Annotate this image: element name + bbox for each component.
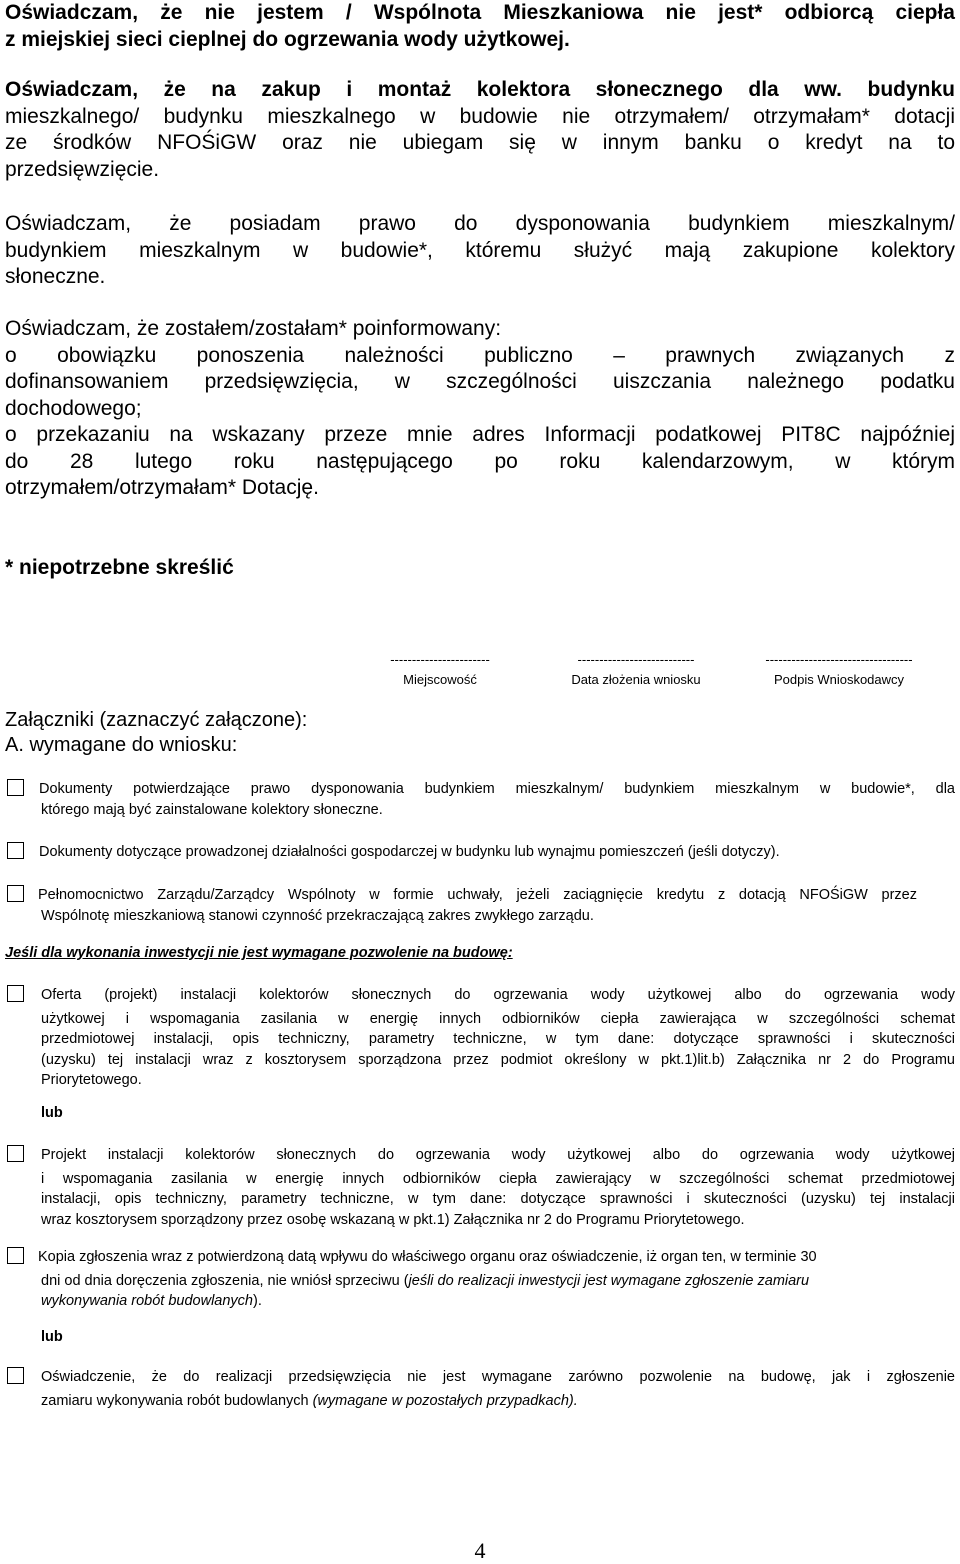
declaration-line: Oświadczam, że na zakup i montaż kolektora słonecznego dla ww. budynku (5, 78, 955, 101)
declaration-line: mieszkalnego/ budynku mieszkalnego w budowie nie otrzymałem/ otrzymałam* dotacji (5, 104, 955, 128)
attachment-text: Wspólnotę mieszkaniową stanowi czynność przekraczającą zakres zwykłego zarządu. (41, 907, 594, 924)
signature-line: --------------------------- (577, 652, 695, 667)
attachment-text: wraz kosztorysem sporządzony przez osobę wskazaną w pkt.1) Załącznika nr 2 do Programu Priorytetowego. (41, 1211, 745, 1228)
or-label: lub (41, 1105, 63, 1121)
attachment-item (7, 1145, 955, 1235)
attachment-item (7, 842, 955, 864)
attachment-checkbox[interactable] (7, 1367, 24, 1384)
signature-label: Podpis Wnioskodawcy (773, 672, 905, 687)
declaration-line: Oświadczam, że nie jestem / Wspólnota Mieszkaniowa nie jest* odbiorcą ciepła (5, 1, 955, 24)
declaration-line: dochodowego; (5, 396, 142, 420)
attachment-text-italic: jeśli do realizacji inwestycji jest wymagane zgłoszenie zamiaru (408, 1272, 810, 1289)
declaration-intro: Oświadczam, że zostałem/zostałam* poinformowany: (5, 317, 502, 340)
footnote: * niepotrzebne skreślić (5, 556, 234, 579)
attachment-text: przedmiotowej instalacji, opis techniczny, parametry techniczne, w tym dane: dotyczące sprawności i skuteczności (41, 1031, 955, 1047)
attachment-text: (uzysku) tej instalacji wraz z kosztorysem sporządzona przez podmiot określony w pkt.1)lit.b) Załącznika nr 2 do Programu (41, 1051, 955, 1068)
declaration-line: do 28 lutego roku następującego po roku kalendarzowym, w którym (5, 449, 955, 473)
attachment-text: Priorytetowego. (41, 1072, 142, 1088)
attachment-text: i wspomagania zasilania w energię innych odbiorników ciepła zawierający w szczególności schemat przedmiotowej (41, 1170, 955, 1187)
attachment-checkbox[interactable] (7, 885, 24, 902)
declaration-line: ze środków NFOŚiGW oraz nie ubiegam się w innym banku o kredyt na to (5, 131, 955, 154)
attachment-checkbox[interactable] (7, 1247, 24, 1264)
signature-applicant[interactable] (743, 652, 935, 687)
declaration-line: budynkiem mieszkalnym w budowie*, któremu służyć mają zakupione kolektory (5, 238, 955, 262)
page-number: 4 (474, 1538, 486, 1563)
attachment-item (7, 985, 955, 1095)
attachment-item (7, 1367, 955, 1412)
attachments-heading: Załączniki (zaznaczyć załączone): (5, 709, 308, 731)
attachment-checkbox[interactable] (7, 985, 24, 1002)
attachment-text-italic: (wymagane w pozostałych przypadkach). (312, 1392, 578, 1409)
declaration-line: słoneczne. (5, 265, 106, 288)
signature-place[interactable] (376, 652, 504, 687)
attachment-text: Oświadczenie, że do realizacji przedsięwzięcia nie jest wymagane zarówno pozwolenie na budowę, jak i zgłoszenie (41, 1369, 955, 1385)
attachment-checkbox[interactable] (7, 842, 24, 859)
signature-line: ----------------------- (390, 652, 490, 667)
attachment-checkbox[interactable] (7, 1145, 24, 1162)
or-label: lub (41, 1329, 63, 1345)
attachment-text: zamiaru wykonywania robót budowlanych (41, 1392, 313, 1409)
declaration-line: o obowiązku ponoszenia należności publiczno – prawnych związanych z (5, 343, 955, 367)
attachment-text: którego mają być zainstalowane kolektory słoneczne. (41, 801, 383, 818)
signature-label: Miejscowość (403, 672, 477, 687)
section-title: Jeśli dla wykonania inwestycji nie jest wymagane pozwolenie na budowę: (5, 945, 513, 961)
declaration-line: Oświadczam, że posiadam prawo do dysponowania budynkiem mieszkalnym/ (5, 212, 955, 235)
attachment-item (7, 779, 955, 824)
signature-label: Data złożenia wniosku (571, 672, 701, 687)
declaration-line: dofinansowaniem przedsięwzięcia, w szczególności uiszczania należnego podatku (5, 370, 955, 393)
attachment-text: Pełnomocnictwo Zarządu/Zarządcy Wspólnoty w formie uchwały, jeżeli zaciągnięcie kredytu z dotacją NFOŚiGW przez (38, 887, 917, 903)
declaration-line: przedsięwzięcie. (5, 157, 160, 181)
attachments-subheading: A. wymagane do wniosku: (5, 734, 238, 756)
attachment-item (7, 885, 955, 930)
attachment-checkbox[interactable] (7, 779, 24, 796)
signature-line: ---------------------------------- (765, 652, 913, 667)
attachment-text: instalacji, opis techniczny, parametry techniczne, w tym dane: dotyczące sprawności i skuteczności (uzysku) tej instalacji (41, 1191, 955, 1207)
declaration-3 (5, 211, 955, 291)
attachment-text-italic: wykonywania robót budowlanych (41, 1293, 253, 1309)
attachment-text: użytkowej i wspomagania zasilania w energię innych odbiorników ciepła zawierająca w szczególności schemat (41, 1010, 955, 1027)
declaration-1 (5, 0, 955, 53)
declaration-2 (5, 77, 955, 183)
attachment-text: Oferta (projekt) instalacji kolektorów słonecznych do ogrzewania wody użytkowej albo do ogrzewania wody (41, 987, 955, 1003)
declaration-line: otrzymałem/otrzymałam* Dotację. (5, 476, 319, 499)
declaration-line: z miejskiej sieci cieplnej do ogrzewania wody użytkowej. (5, 27, 570, 51)
attachment-text: ). (253, 1293, 262, 1309)
declaration-line: o przekazaniu na wskazany przeze mnie adres Informacji podatkowej PIT8C najpóźniej (5, 423, 955, 446)
attachment-text: Dokumenty potwierdzające prawo dysponowania budynkiem mieszkalnym/ budynkiem mieszkalnym w budowie*, dla (39, 781, 955, 797)
attachment-item (7, 1247, 955, 1317)
attachment-text: Projekt instalacji kolektorów słonecznych do ogrzewania wody użytkowej albo do ogrzewania wody użytkowej (41, 1147, 955, 1163)
signature-date[interactable] (560, 652, 712, 687)
attachment-text: Dokumenty dotyczące prowadzonej działalności gospodarczej w budynku lub wynajmu pomieszczeń (jeśli dotyczy). (39, 844, 780, 860)
attachment-text: dni od dnia doręczenia zgłoszenia, nie wniósł sprzeciwu ( (41, 1272, 409, 1289)
declaration-4 (5, 316, 955, 502)
attachment-text: Kopia zgłoszenia wraz z potwierdzoną datą wpływu do właściwego organu oraz oświadczenie, iż organ ten, w terminie 30 (38, 1249, 817, 1265)
